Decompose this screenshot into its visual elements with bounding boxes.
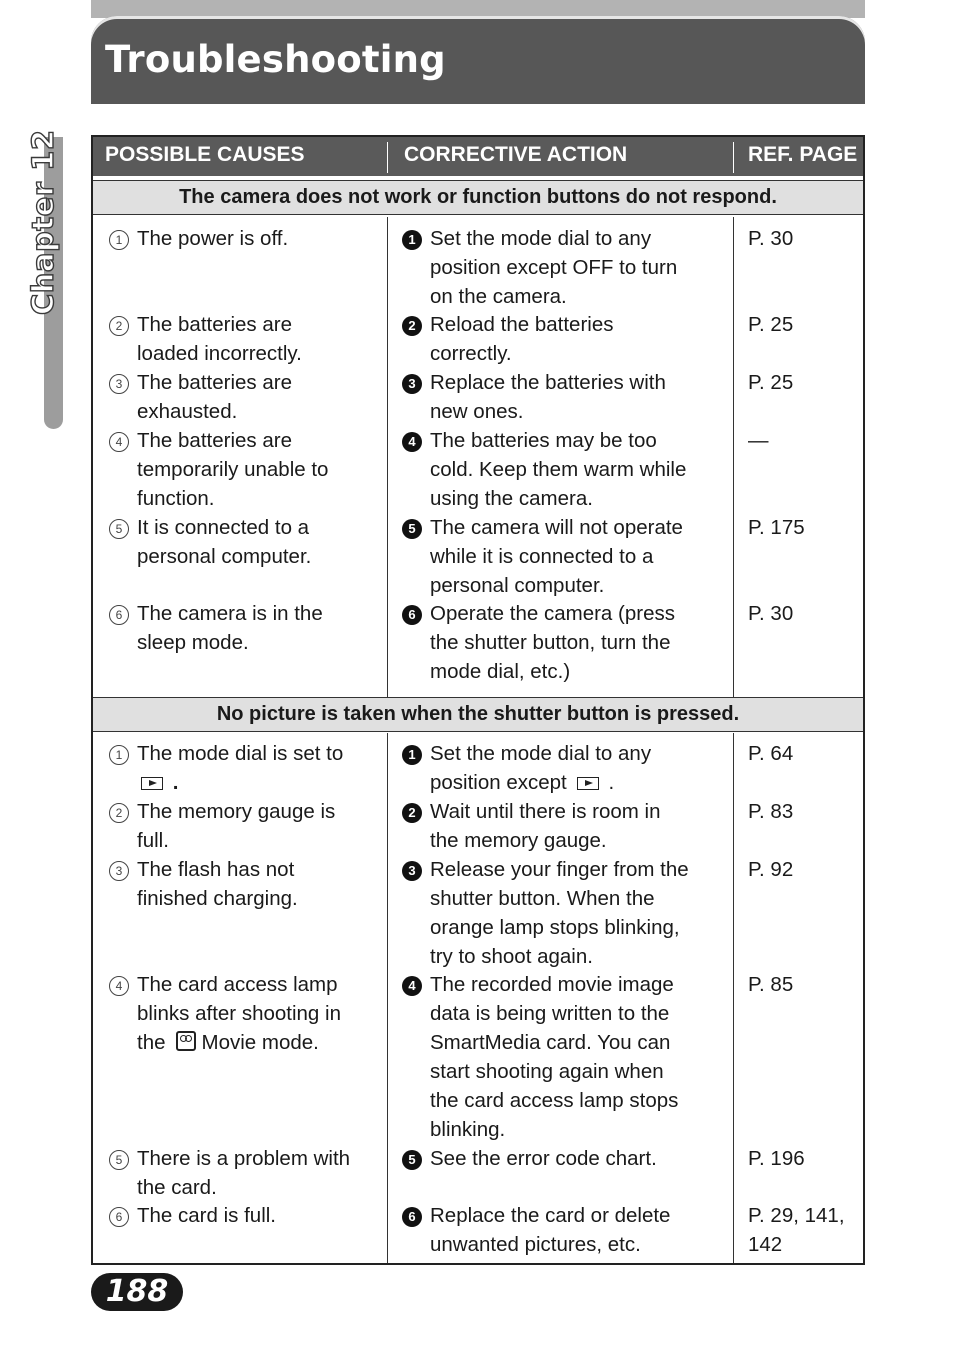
action-text — [430, 513, 683, 600]
cause-text — [137, 368, 292, 426]
cause-line: the card. — [137, 1176, 217, 1199]
movie-mode-icon — [176, 1031, 196, 1051]
ref-page: — — [748, 429, 769, 452]
cause-line: The card is full. — [137, 1204, 276, 1227]
action-line: on the camera. — [430, 285, 567, 308]
action-line: orange lamp stops blinking, — [430, 916, 680, 939]
ref-page: P. 25 — [748, 371, 794, 394]
cause-text — [137, 426, 328, 513]
cause-text — [137, 739, 343, 797]
column-divider — [733, 217, 734, 697]
action-line: position except . — [430, 771, 615, 794]
action-line: try to shoot again. — [430, 945, 593, 968]
action-line: Operate the camera (press — [430, 602, 675, 625]
cause-line: . — [137, 768, 343, 797]
ref-page: P. 175 — [748, 516, 805, 539]
action-number: 6 — [402, 605, 422, 625]
cause-text — [137, 1201, 276, 1230]
cause-text — [137, 310, 302, 368]
action-number: 4 — [402, 976, 422, 996]
action-line: Reload the batteries — [430, 313, 614, 336]
action-number: 6 — [402, 1207, 422, 1227]
action-text — [430, 224, 677, 311]
cause-line: The mode dial is set to — [137, 742, 344, 765]
ref-page — [748, 1201, 845, 1259]
playback-mode-icon — [141, 777, 163, 790]
action-line: cold. Keep them warm while — [430, 458, 687, 481]
action-line: the memory gauge. — [430, 829, 607, 852]
action-line: using the camera. — [430, 487, 593, 510]
action-line: Wait until there is room in — [430, 800, 661, 823]
item-number: 4 — [109, 976, 129, 996]
ref-line: P. 29, 141, — [748, 1204, 845, 1227]
action-number: 3 — [402, 861, 422, 881]
cause-line: The camera is in the — [137, 602, 323, 625]
action-number: 5 — [402, 1150, 422, 1170]
column-divider — [733, 733, 734, 1263]
action-line: Replace the card or delete — [430, 1204, 671, 1227]
cause-line: exhausted. — [137, 400, 238, 423]
action-line: the shutter button, turn the — [430, 631, 671, 654]
action-line: Set the mode dial to any — [430, 742, 652, 765]
ref-page: P. 64 — [748, 742, 794, 765]
page-title: Troubleshooting — [105, 38, 446, 81]
action-number: 5 — [402, 519, 422, 539]
action-text — [430, 599, 675, 686]
action-text — [430, 368, 666, 426]
item-number: 6 — [109, 1207, 129, 1227]
cause-line: function. — [137, 487, 215, 510]
ref-page: P. 92 — [748, 858, 794, 881]
item-number: 3 — [109, 861, 129, 881]
troubleshooting-table — [91, 135, 865, 1265]
ref-line: 142 — [748, 1233, 783, 1256]
action-line: mode dial, etc.) — [430, 660, 571, 683]
cause-line: There is a problem with — [137, 1147, 351, 1170]
action-line: Release your finger from the — [430, 858, 689, 881]
cause-line: The memory gauge is — [137, 800, 336, 823]
column-divider — [387, 217, 388, 697]
action-line: personal computer. — [430, 574, 605, 597]
action-line: while it is connected to a — [430, 545, 654, 568]
ref-page: P. 30 — [748, 227, 794, 250]
cause-line: finished charging. — [137, 887, 298, 910]
ref-page: P. 196 — [748, 1147, 805, 1170]
cause-line: sleep mode. — [137, 631, 249, 654]
cause-text — [137, 599, 323, 657]
item-number: 5 — [109, 519, 129, 539]
cause-text — [137, 513, 311, 571]
chapter-label: Chapter 12 — [26, 129, 60, 315]
action-text — [430, 855, 689, 971]
cause-line: It is connected to a — [137, 516, 310, 539]
header-divider — [733, 142, 734, 173]
cause-line: blinks after shooting in — [137, 1002, 341, 1025]
cause-line: the Movie mode. — [137, 1031, 319, 1054]
action-line: the card access lamp stops — [430, 1089, 679, 1112]
action-text — [430, 310, 613, 368]
cause-line: The card access lamp — [137, 973, 338, 996]
action-text — [430, 739, 651, 797]
item-number: 2 — [109, 803, 129, 823]
action-line: data is being written to the — [430, 1002, 670, 1025]
action-line: new ones. — [430, 400, 524, 423]
ref-page: P. 25 — [748, 313, 794, 336]
action-line: start shooting again when — [430, 1060, 664, 1083]
section-heading: No picture is taken when the shutter button is pressed. — [93, 697, 863, 732]
action-line: SmartMedia card. You can — [430, 1031, 671, 1054]
item-number: 5 — [109, 1150, 129, 1170]
header-divider — [387, 142, 388, 173]
cause-line: The batteries are — [137, 371, 292, 394]
ref-page: P. 85 — [748, 973, 794, 996]
ref-page: P. 83 — [748, 800, 794, 823]
item-number: 1 — [109, 230, 129, 250]
column-header-causes: POSSIBLE CAUSES — [105, 143, 305, 166]
cause-line: The power is off. — [137, 227, 289, 250]
action-text — [430, 1144, 657, 1173]
column-header-action: CORRECTIVE ACTION — [404, 143, 628, 166]
cause-text — [137, 1144, 350, 1202]
cause-text — [137, 970, 341, 1057]
action-number: 3 — [402, 374, 422, 394]
playback-mode-icon — [577, 777, 599, 790]
title-bar — [91, 16, 865, 104]
table-header — [93, 137, 863, 176]
cause-line: The batteries are — [137, 313, 292, 336]
action-text — [430, 1201, 670, 1259]
action-number: 2 — [402, 316, 422, 336]
action-line: See the error code chart. — [430, 1147, 657, 1170]
page-number: 188 — [91, 1273, 183, 1311]
item-number: 2 — [109, 316, 129, 336]
cause-line: full. — [137, 829, 169, 852]
item-number: 4 — [109, 432, 129, 452]
section-heading: The camera does not work or function buttons do not respond. — [93, 180, 863, 215]
item-number: 6 — [109, 605, 129, 625]
action-line: The camera will not operate — [430, 516, 683, 539]
cause-line: The flash has not — [137, 858, 295, 881]
action-line: Replace the batteries with — [430, 371, 666, 394]
column-header-ref: REF. PAGE — [748, 143, 858, 166]
action-number: 4 — [402, 432, 422, 452]
ref-page: P. 30 — [748, 602, 794, 625]
action-line: correctly. — [430, 342, 512, 365]
cause-text — [137, 855, 298, 913]
action-number: 1 — [402, 230, 422, 250]
cause-line: loaded incorrectly. — [137, 342, 302, 365]
action-line: unwanted pictures, etc. — [430, 1233, 641, 1256]
cause-line: The batteries are — [137, 429, 292, 452]
action-text — [430, 797, 661, 855]
cause-text — [137, 797, 335, 855]
cause-text — [137, 224, 288, 253]
action-text — [430, 426, 686, 513]
column-divider — [387, 733, 388, 1263]
action-line: The batteries may be too — [430, 429, 657, 452]
item-number: 1 — [109, 745, 129, 765]
action-line: Set the mode dial to any — [430, 227, 652, 250]
action-line: shutter button. When the — [430, 887, 655, 910]
item-number: 3 — [109, 374, 129, 394]
action-text — [430, 970, 678, 1144]
action-line: The recorded movie image — [430, 973, 674, 996]
cause-line: temporarily unable to — [137, 458, 329, 481]
action-number: 2 — [402, 803, 422, 823]
action-number: 1 — [402, 745, 422, 765]
cause-line: personal computer. — [137, 545, 312, 568]
action-line: blinking. — [430, 1118, 506, 1141]
action-line: position except OFF to turn — [430, 256, 678, 279]
